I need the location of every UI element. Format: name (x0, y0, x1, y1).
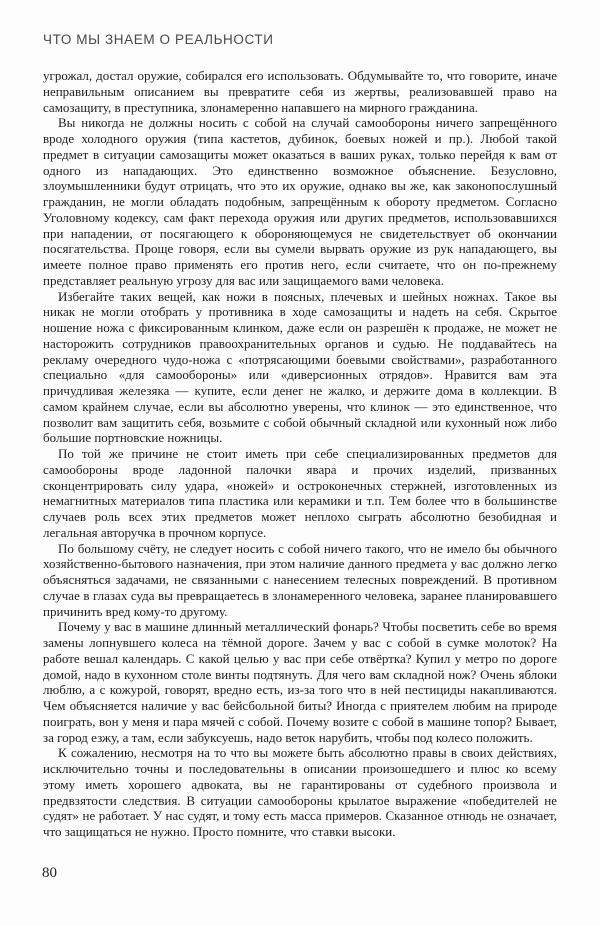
paragraph: По большому счёту, не следует носить с собой ничего такого, что не имело бы обычного хозяйственно-бытового назначения, при этом наличие данного предмета у вас должно легко объясняться задачами, не связанными с нанесением телесных повреждений. В противном случае в глазах суда вы превращаетесь в злонамеренного человека, заранее планировавшего причинить вред кому-то другому. (43, 540, 557, 619)
paragraph: Избегайте таких вещей, как ножи в поясных, плечевых и шейных ножнах. Такое вы никак не могли отобрать у противника в ходе самозащиты и надеть на себя. Скрытое ношение ножа с фиксированным клинком, даже если он разрешён к продаже, не может не насторожить сотрудников правоохранительных органов и судью. Не поддавайтесь на рекламу очередного чудо-ножа с «потрясающими боевыми свойствами», разработанного специально «для самообороны» или «диверсионных отрядов». Нравится вам эта причудливая железяка — купите, если денег не жалко, и держите дома в коллекции. В самом крайнем случае, если вы абсолютно уверены, что клинок — это единственное, что позволит вам защитить себя, возьмите с собой обычный складной или кухонный нож либо большие портновские ножницы. (43, 288, 557, 446)
paragraph: Почему у вас в машине длинный металлический фонарь? Чтобы посветить себе во время замены лопнувшего колеса на тёмной дороге. Зачем у вас с собой в сумке молоток? На работе вешал календарь. С какой целью у вас при себе отвёртка? Купил у метро по дороге домой, надо в кухонном столе винты подтянуть. Для чего вам складной нож? Очень яблоки люблю, а с кожурой, говорят, вредно есть, из-за того что в ней пестициды накапливаются. Чем объясняется наличие у вас бейсбольной биты? Иногда с приятелем любим на природе поиграть, вон у меня и пара мячей с собой. Почему возите с собой в машине топор? Бывает, за город езжу, а там, если забуксуешь, надо веток нарубить, чтобы под колесо положить. (43, 619, 557, 745)
paragraph: К сожалению, несмотря на то что вы можете быть абсолютно правы в своих действиях, исключительно точны и последовательны в описании произошедшего и плюс ко всему этому иметь хорошего адвоката, вы не гарантированы от судебного произвола и предвзятости следствия. В ситуации самообороны крылатое выражение «победителей не судят» не работает. У нас судят, и тому есть масса примеров. Сказанное отнюдь не означает, что защищаться не нужно. Просто помните, что ставки высоки. (43, 745, 557, 839)
running-header: ЧТО МЫ ЗНАЕМ О РЕАЛЬНОСТИ (43, 32, 274, 47)
body-text-block (43, 68, 557, 840)
paragraph: По той же причине не стоит иметь при себе специализированных предметов для самообороны вроде ладонной палочки явара и прочих изделий, призванных сконцентрировать силу удара, «ножей» и остроконечных стержней, изготовленных из немагнитных материалов типа пластика или керамики и т.п. Тем более что в большинстве случаев роль всех этих предметов может неплохо сыграть абсолютно безобидная и легальная авторучка в прочном корпусе. (43, 446, 557, 540)
paragraph: Вы никогда не должны носить с собой на случай самообороны ничего запрещённого вроде холодного оружия (типа кастетов, дубинок, боевых ножей и пр.). Любой такой предмет в ситуации самозащиты может оказаться в ваших руках, только перейдя к вам от одного из нападающих. Это единственно возможное объяснение. Безусловно, злоумышленники будут отрицать, что это их оружие, однако вы же, как законопослушный гражданин, не могли обладать подобным, запрещённым к обороту предметом. Согласно Уголовному кодексу, сам факт перехода оружия или других предметов, использовавшихся при нападении, от посягающего к обороняющемуся не свидетельствует об окончании посягательства. Проще говоря, если вы сумели вырвать оружие из рук нападающего, вы имеете полное право применять его против него, если считаете, что он по-прежнему представляет реальную угрозу для вас или защищаемого вами человека. (43, 115, 557, 288)
page-number: 80 (42, 865, 57, 881)
paragraph: угрожал, достал оружие, собирался его использовать. Обдумывайте то, что говорите, иначе неправильным описанием вы превратите себя из жертвы, реализовавшей право на самозащиту, в преступника, злонамеренно напавшего на мирного гражданина. (43, 68, 557, 115)
